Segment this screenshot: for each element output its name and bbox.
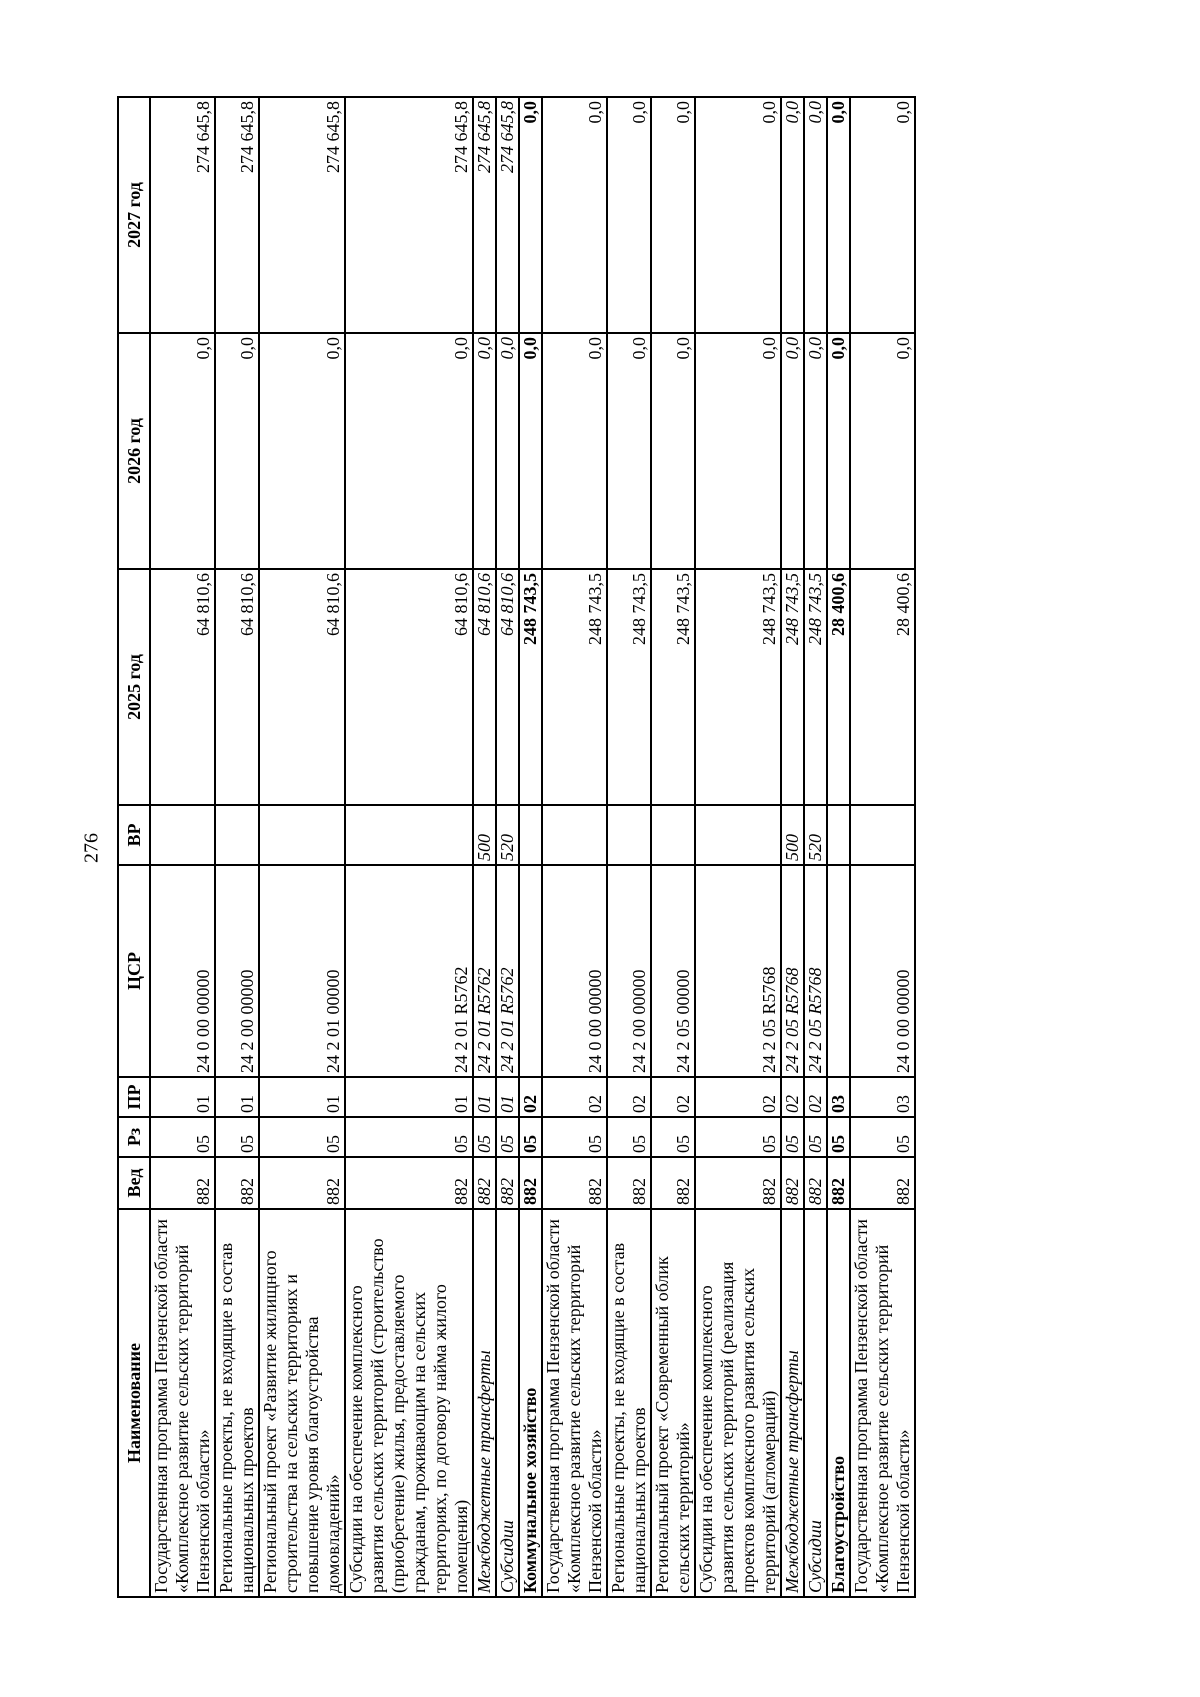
cell-rz: 05: [781, 1117, 804, 1157]
table-row: [542, 97, 607, 1597]
cell-2027: 0,0: [542, 97, 607, 333]
cell-pr: 01: [345, 1077, 473, 1117]
table-row: [607, 97, 651, 1597]
cell-ved: 882: [519, 1157, 542, 1209]
cell-ved: 882: [496, 1157, 519, 1209]
cell-csr: 24 2 01 R5762: [496, 865, 519, 1077]
cell-2027: 0,0: [827, 97, 850, 333]
table-row: [215, 97, 259, 1597]
cell-2026: 0,0: [695, 333, 781, 569]
cell-name: Коммунальное хозяйство: [519, 1209, 542, 1597]
cell-ved: 882: [259, 1157, 345, 1209]
table-header-row: [118, 97, 150, 1597]
cell-2025: 28 400,6: [850, 569, 915, 805]
cell-rz: 05: [150, 1117, 215, 1157]
cell-vr: 520: [804, 805, 827, 865]
cell-csr: 24 2 05 R5768: [804, 865, 827, 1077]
cell-2026: 0,0: [542, 333, 607, 569]
header-name: Наименование: [118, 1209, 150, 1597]
cell-rz: 05: [259, 1117, 345, 1157]
cell-vr: [215, 805, 259, 865]
table-row: [345, 97, 473, 1597]
cell-csr: 24 2 00 00000: [607, 865, 651, 1077]
table-row: [781, 97, 804, 1597]
cell-csr: 24 2 01 R5762: [345, 865, 473, 1077]
cell-name: Государственная программа Пензенской области «Комплексное развитие сельских территорий Пензенской области»: [150, 1209, 215, 1597]
cell-vr: [850, 805, 915, 865]
cell-name: Региональный проект «Современный облик сельских территорий»: [651, 1209, 695, 1597]
table-body: [150, 97, 915, 1597]
cell-pr: 03: [827, 1077, 850, 1117]
table-row: [827, 97, 850, 1597]
cell-2025: 248 743,5: [542, 569, 607, 805]
cell-rz: 05: [345, 1117, 473, 1157]
cell-name: Субсидии на обеспечение комплексного развития сельских территорий (реализация проектов комплексного развития сельских территорий (агломераций): [695, 1209, 781, 1597]
cell-name: Региональный проект «Развитие жилищного строительства на сельских территориях и повышение уровня благоустройства домовладений»: [259, 1209, 345, 1597]
cell-ved: 882: [150, 1157, 215, 1209]
header-vr: ВР: [118, 805, 150, 865]
cell-2025: 248 743,5: [607, 569, 651, 805]
cell-vr: [607, 805, 651, 865]
cell-csr: [827, 865, 850, 1077]
cell-csr: 24 2 05 00000: [651, 865, 695, 1077]
cell-name: Государственная программа Пензенской области «Комплексное развитие сельских территорий Пензенской области»: [542, 1209, 607, 1597]
cell-name: Региональные проекты, не входящие в состав национальных проектов: [607, 1209, 651, 1597]
cell-2027: 274 645,8: [150, 97, 215, 333]
cell-rz: 05: [473, 1117, 496, 1157]
cell-rz: 05: [827, 1117, 850, 1157]
cell-pr: 01: [215, 1077, 259, 1117]
table-row: [695, 97, 781, 1597]
cell-pr: 02: [804, 1077, 827, 1117]
cell-2025: 64 810,6: [345, 569, 473, 805]
cell-csr: 24 2 05 R5768: [695, 865, 781, 1077]
cell-pr: 02: [519, 1077, 542, 1117]
cell-2025: 64 810,6: [215, 569, 259, 805]
cell-2025: 248 743,5: [519, 569, 542, 805]
cell-2026: 0,0: [345, 333, 473, 569]
page-number: 276: [80, 833, 103, 863]
cell-2027: 0,0: [607, 97, 651, 333]
cell-2027: 274 645,8: [259, 97, 345, 333]
table-row: [651, 97, 695, 1597]
cell-2025: 64 810,6: [259, 569, 345, 805]
cell-ved: 882: [695, 1157, 781, 1209]
cell-name: Субсидии на обеспечение комплексного развития сельских территорий (строительство (приобретение) жилья, предоставляемого гражданам, проживающим на сельских территориях, по договору найма жилого помещения): [345, 1209, 473, 1597]
rotated-table-sheet: [117, 98, 1087, 1598]
cell-rz: 05: [804, 1117, 827, 1157]
cell-rz: 05: [695, 1117, 781, 1157]
cell-name: Субсидии: [496, 1209, 519, 1597]
cell-2027: 274 645,8: [496, 97, 519, 333]
cell-vr: [542, 805, 607, 865]
table-row: [496, 97, 519, 1597]
header-csr: ЦСР: [118, 865, 150, 1077]
cell-pr: 01: [496, 1077, 519, 1117]
cell-ved: 882: [607, 1157, 651, 1209]
cell-2026: 0,0: [496, 333, 519, 569]
cell-vr: [150, 805, 215, 865]
cell-ved: 882: [827, 1157, 850, 1209]
table-row: [850, 97, 915, 1597]
cell-vr: [345, 805, 473, 865]
cell-ved: 882: [542, 1157, 607, 1209]
cell-2026: 0,0: [827, 333, 850, 569]
cell-2025: 64 810,6: [473, 569, 496, 805]
cell-pr: 02: [651, 1077, 695, 1117]
cell-pr: 02: [607, 1077, 651, 1117]
cell-2025: 248 743,5: [695, 569, 781, 805]
table-row: [259, 97, 345, 1597]
cell-2027: 0,0: [651, 97, 695, 333]
header-2026: 2026 год: [118, 333, 150, 569]
cell-csr: 24 2 01 R5762: [473, 865, 496, 1077]
budget-table: [117, 96, 916, 1598]
cell-rz: 05: [215, 1117, 259, 1157]
cell-rz: 05: [496, 1117, 519, 1157]
cell-pr: 01: [473, 1077, 496, 1117]
cell-ved: 882: [651, 1157, 695, 1209]
cell-2026: 0,0: [651, 333, 695, 569]
cell-2026: 0,0: [850, 333, 915, 569]
cell-name: Межбюджетные трансферты: [473, 1209, 496, 1597]
cell-csr: 24 0 00 00000: [850, 865, 915, 1077]
cell-pr: 03: [850, 1077, 915, 1117]
cell-2026: 0,0: [804, 333, 827, 569]
cell-2026: 0,0: [150, 333, 215, 569]
cell-name: Государственная программа Пензенской области «Комплексное развитие сельских территорий Пензенской области»: [850, 1209, 915, 1597]
cell-csr: 24 0 00 00000: [542, 865, 607, 1077]
cell-2026: 0,0: [259, 333, 345, 569]
cell-rz: 05: [542, 1117, 607, 1157]
cell-pr: 02: [781, 1077, 804, 1117]
cell-2026: 0,0: [215, 333, 259, 569]
cell-2025: 248 743,5: [804, 569, 827, 805]
cell-csr: 24 2 00 00000: [215, 865, 259, 1077]
cell-name: Региональные проекты, не входящие в состав национальных проектов: [215, 1209, 259, 1597]
cell-2027: 0,0: [850, 97, 915, 333]
cell-2026: 0,0: [781, 333, 804, 569]
cell-2025: 28 400,6: [827, 569, 850, 805]
cell-2027: 0,0: [695, 97, 781, 333]
cell-2025: 64 810,6: [496, 569, 519, 805]
cell-vr: 500: [781, 805, 804, 865]
table-row: [519, 97, 542, 1597]
cell-2026: 0,0: [473, 333, 496, 569]
cell-ved: 882: [781, 1157, 804, 1209]
cell-2027: 0,0: [781, 97, 804, 333]
cell-vr: 520: [496, 805, 519, 865]
table-row: [804, 97, 827, 1597]
table-row: [473, 97, 496, 1597]
cell-rz: 05: [519, 1117, 542, 1157]
cell-2027: 274 645,8: [345, 97, 473, 333]
cell-csr: [519, 865, 542, 1077]
cell-vr: [651, 805, 695, 865]
cell-vr: [519, 805, 542, 865]
cell-rz: 05: [850, 1117, 915, 1157]
cell-name: Межбюджетные трансферты: [781, 1209, 804, 1597]
cell-vr: 500: [473, 805, 496, 865]
cell-csr: 24 2 01 00000: [259, 865, 345, 1077]
cell-2027: 274 645,8: [215, 97, 259, 333]
header-rz: Рз: [118, 1117, 150, 1157]
header-2027: 2027 год: [118, 97, 150, 333]
header-2025: 2025 год: [118, 569, 150, 805]
header-pr: ПР: [118, 1077, 150, 1117]
cell-ved: 882: [473, 1157, 496, 1209]
cell-name: Субсидии: [804, 1209, 827, 1597]
cell-vr: [259, 805, 345, 865]
cell-2025: 248 743,5: [781, 569, 804, 805]
cell-csr: 24 0 00 00000: [150, 865, 215, 1077]
cell-2026: 0,0: [519, 333, 542, 569]
cell-name: Благоустройство: [827, 1209, 850, 1597]
cell-2025: 64 810,6: [150, 569, 215, 805]
cell-2025: 248 743,5: [651, 569, 695, 805]
cell-pr: 02: [542, 1077, 607, 1117]
cell-2027: 0,0: [519, 97, 542, 333]
header-ved: Вед: [118, 1157, 150, 1209]
cell-pr: 01: [259, 1077, 345, 1117]
cell-csr: 24 2 05 R5768: [781, 865, 804, 1077]
cell-ved: 882: [215, 1157, 259, 1209]
cell-rz: 05: [651, 1117, 695, 1157]
cell-ved: 882: [804, 1157, 827, 1209]
cell-ved: 882: [850, 1157, 915, 1209]
cell-ved: 882: [345, 1157, 473, 1209]
cell-pr: 01: [150, 1077, 215, 1117]
cell-pr: 02: [695, 1077, 781, 1117]
cell-2026: 0,0: [607, 333, 651, 569]
cell-2027: 274 645,8: [473, 97, 496, 333]
cell-vr: [695, 805, 781, 865]
table-row: [150, 97, 215, 1597]
cell-2027: 0,0: [804, 97, 827, 333]
cell-vr: [827, 805, 850, 865]
cell-rz: 05: [607, 1117, 651, 1157]
